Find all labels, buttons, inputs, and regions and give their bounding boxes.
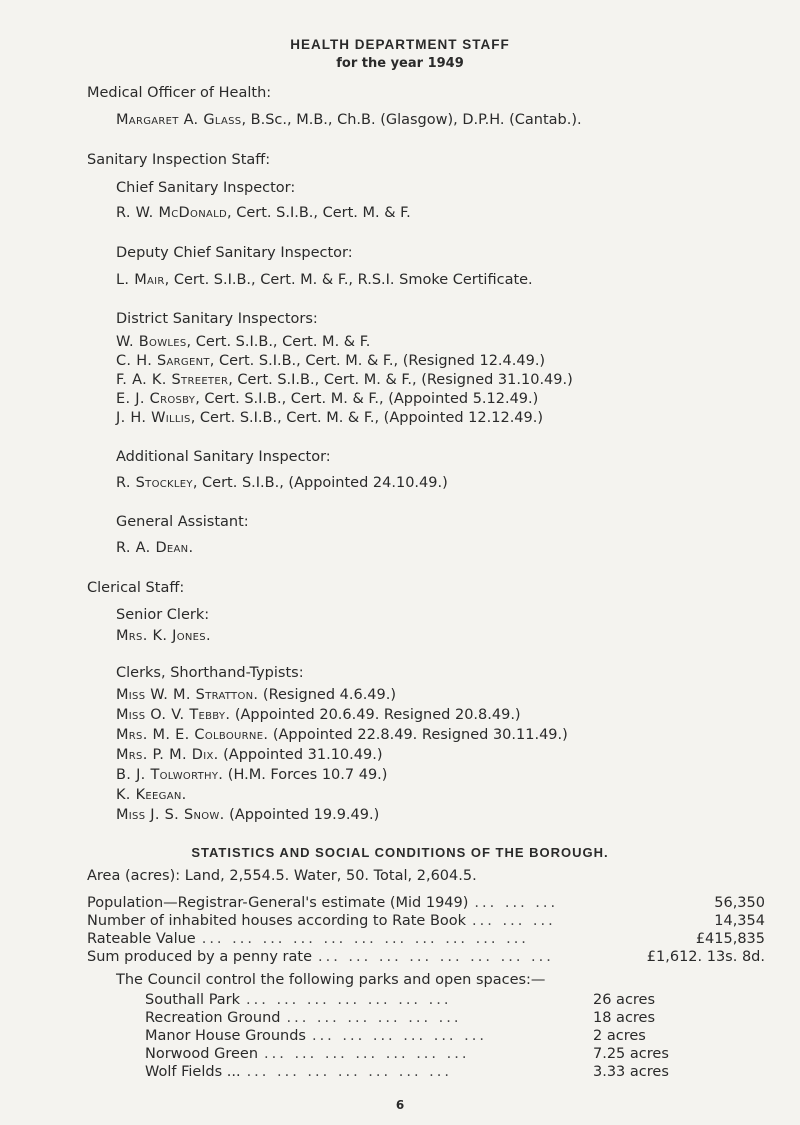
park-name: Recreation Ground — [145, 1010, 281, 1026]
district-inspector-name: J. H. Willis — [116, 410, 191, 426]
clerk-entry — [116, 787, 187, 803]
clerical-heading: Clerical Staff: — [87, 580, 185, 596]
chief-inspector-name: R. W. McDonald — [116, 205, 227, 221]
clerk-entry — [116, 687, 396, 703]
park-row — [145, 1046, 685, 1062]
stat-leader-dots: ... ... ... ... ... ... ... ... ... ... ... — [201, 931, 529, 947]
district-inspector-details: , Cert. S.I.B., Cert. M. & F., (Appointed 12.12.49.) — [190, 410, 544, 426]
clerk-details: (Appointed 31.10.49.) — [218, 747, 383, 763]
chief-inspector-quals: , Cert. S.I.B., Cert. M. & F. — [227, 205, 411, 221]
park-name: Norwood Green — [145, 1046, 259, 1062]
deputy-inspector-quals: , Cert. S.I.B., Cert. M. & F., R.S.I. Smoke Certificate. — [164, 272, 533, 288]
stat-leader-dots: ... ... ... — [472, 913, 556, 929]
medical-officer-entry — [116, 112, 582, 128]
clerk-entry — [116, 767, 387, 783]
clerk-details: (Resigned 4.6.49.) — [258, 687, 397, 703]
district-inspector-details: , Cert. S.I.B., Cert. M. & F., (Resigned 31.10.49.) — [228, 372, 573, 388]
district-inspector-details: , Cert. S.I.B., Cert. M. & F., (Appointed 5.12.49.) — [195, 391, 539, 407]
clerk-name: B. J. Tolworthy. — [116, 767, 224, 783]
clerk-name: Mrs. M. E. Colbourne. — [116, 727, 269, 743]
district-inspector-name: F. A. K. Streeter — [116, 372, 229, 388]
park-area: 2 acres — [593, 1028, 646, 1044]
stat-row-houses — [87, 913, 765, 929]
district-inspectors-heading: District Sanitary Inspectors: — [116, 311, 318, 327]
general-assistant-name: R. A. Dean. — [116, 540, 194, 556]
stat-leader-dots: ... ... ... — [474, 895, 559, 911]
clerk-name: K. Keegan. — [116, 787, 187, 803]
stat-row-rateable-value — [87, 931, 765, 947]
park-row — [145, 992, 685, 1008]
area-line: Area (acres): Land, 2,554.5. Water, 50. Total, 2,604.5. — [87, 868, 477, 884]
additional-inspector-heading: Additional Sanitary Inspector: — [116, 449, 331, 465]
district-inspector-entry — [116, 372, 573, 388]
general-assistant-heading: General Assistant: — [116, 514, 249, 530]
additional-inspector-entry — [116, 475, 448, 491]
sanitary-heading: Sanitary Inspection Staff: — [87, 152, 271, 168]
clerk-details: (Appointed 19.9.49.) — [224, 807, 380, 823]
medical-heading: Medical Officer of Health: — [87, 85, 272, 101]
clerk-entry — [116, 727, 568, 743]
stat-value: £415,835 — [695, 931, 765, 947]
clerk-details: (Appointed 22.8.49. Resigned 30.11.49.) — [268, 727, 568, 743]
park-name: Southall Park — [145, 992, 241, 1008]
clerk-name: Miss J. S. Snow. — [116, 807, 225, 823]
deputy-inspector-name: L. Mair — [116, 272, 165, 288]
park-area: 3.33 acres — [593, 1064, 669, 1080]
deputy-inspector-heading: Deputy Chief Sanitary Inspector: — [116, 245, 353, 261]
park-leader-dots: ... ... ... ... ... ... ... — [264, 1046, 470, 1062]
stat-row-penny-rate — [87, 949, 765, 965]
stat-leader-dots: ... ... ... ... ... ... ... ... — [317, 949, 554, 965]
senior-clerk-name: Mrs. K. Jones. — [116, 628, 211, 644]
district-inspector-entry — [116, 334, 370, 350]
park-row — [145, 1064, 685, 1080]
stat-label: Rateable Value — [87, 931, 196, 947]
page-title: HEALTH DEPARTMENT STAFF — [290, 37, 510, 52]
stat-value: 14,354 — [714, 913, 765, 929]
clerk-entry — [116, 747, 382, 763]
statistics-title: STATISTICS AND SOCIAL CONDITIONS OF THE BOROUGH. — [191, 845, 609, 860]
page-number: 6 — [395, 1098, 405, 1112]
stat-label: Population—Registrar-General's estimate (Mid 1949) — [87, 895, 469, 911]
chief-inspector-entry — [116, 205, 411, 221]
clerks-heading: Clerks, Shorthand-Typists: — [116, 665, 304, 681]
page-subtitle: for the year 1949 — [336, 56, 464, 71]
park-leader-dots: ... ... ... ... ... ... ... — [246, 1064, 453, 1080]
clerk-details: (H.M. Forces 10.7 49.) — [223, 767, 388, 783]
clerk-details: (Appointed 20.6.49. Resigned 20.8.49.) — [230, 707, 521, 723]
chief-inspector-heading: Chief Sanitary Inspector: — [116, 180, 296, 196]
clerk-name: Mrs. P. M. Dix. — [116, 747, 219, 763]
clerk-entry — [116, 707, 521, 723]
clerk-name: Miss O. V. Tebby. — [116, 707, 231, 723]
medical-officer-name: Margaret A. Glass — [116, 112, 242, 128]
stat-label: Sum produced by a penny rate — [87, 949, 312, 965]
district-inspector-name: E. J. Crosby — [116, 391, 196, 407]
park-leader-dots: ... ... ... ... ... ... — [286, 1010, 462, 1026]
district-inspector-entry — [116, 410, 543, 426]
district-inspector-entry — [116, 391, 538, 407]
park-name: Manor House Grounds — [145, 1028, 306, 1044]
park-name: Wolf Fields ... — [145, 1064, 241, 1080]
district-inspector-entry — [116, 353, 545, 369]
additional-inspector-name: R. Stockley — [116, 475, 193, 491]
clerk-entry — [116, 807, 379, 823]
park-leader-dots: ... ... ... ... ... ... — [311, 1028, 487, 1044]
medical-officer-quals: , B.Sc., M.B., Ch.B. (Glasgow), D.P.H. (Cantab.). — [241, 112, 582, 128]
park-row — [145, 1028, 685, 1044]
district-inspector-name: C. H. Sargent — [116, 353, 210, 369]
deputy-inspector-entry — [116, 272, 533, 288]
park-row — [145, 1010, 685, 1026]
clerk-name: Miss W. M. Stratton. — [116, 687, 259, 703]
park-area: 26 acres — [593, 992, 656, 1008]
district-inspector-name: W. Bowles — [116, 334, 187, 350]
stat-label: Number of inhabited houses according to Rate Book — [87, 913, 467, 929]
park-area: 18 acres — [593, 1010, 656, 1026]
district-inspector-details: , Cert. S.I.B., Cert. M. & F. — [186, 334, 371, 350]
stat-value: £1,612. 13s. 8d. — [646, 949, 765, 965]
park-leader-dots: ... ... ... ... ... ... ... — [246, 992, 452, 1008]
district-inspector-details: , Cert. S.I.B., Cert. M. & F., (Resigned 12.4.49.) — [209, 353, 546, 369]
park-area: 7.25 acres — [593, 1046, 669, 1062]
senior-clerk-heading: Senior Clerk: — [116, 607, 210, 623]
stat-value: 56,350 — [714, 895, 765, 911]
parks-intro: The Council control the following parks and open spaces:— — [116, 972, 546, 988]
additional-inspector-details: , Cert. S.I.B., (Appointed 24.10.49.) — [192, 475, 448, 491]
stat-row-population — [87, 895, 765, 911]
